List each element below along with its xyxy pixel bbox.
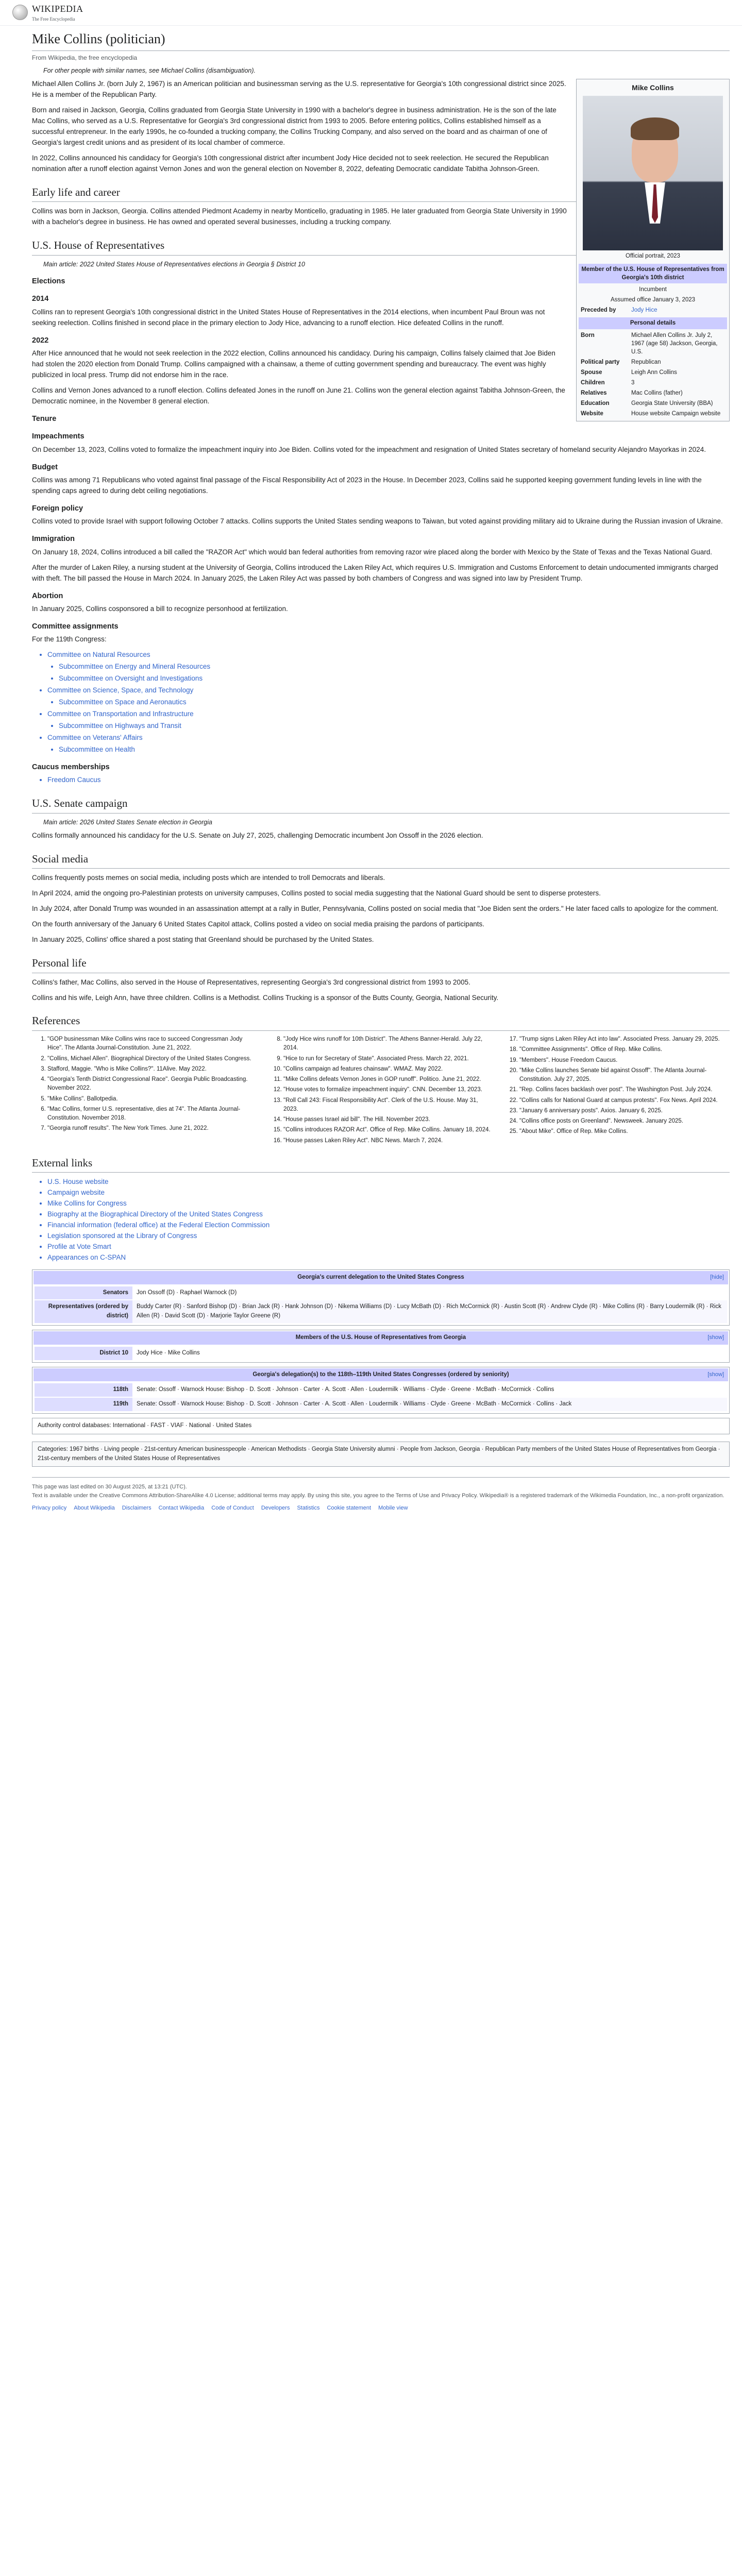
para-immig2: After the murder of Laken Riley, a nursing student at the University of Georgia, Collins introduced the Laken Riley Act, which requires U.S. Immigration and Customs Enforcement to detain undocumented immigrants charged with theft. The bill passed the House in March 2024. In January 2025, the Laken Riley Act was passed by both chambers of Congress and was signed into law by President Trump. [32,563,718,582]
infobox-row-label: Children [581,379,605,386]
navbox-toggle[interactable]: [hide] [710,1274,724,1281]
committee-item[interactable]: • Committee on Natural Resources [47,650,730,660]
category-links[interactable]: Categories: 1967 births · Living people · 21st-century American businesspeople · American Methodists · Georgia State University alumni · People from Jackson, Georgia · Republican Party members of the United States House of Representatives from Georgia · 21st-century members of the United States House of Representatives [32,1442,730,1467]
external-link[interactable]: • Appearances on C-SPAN [47,1252,730,1263]
navbox-list[interactable]: Senate: Ossoff · Warnock House: Bishop · D. Scott · Johnson · Carter · A. Scott · Allen · Loudermilk · Williams · Clyde · Greene · McBath · McCormick · Collins [132,1383,727,1397]
social-media-paragraph: In July 2024, after Donald Trump was wounded in an assassination attempt at a rally in Butler, Pennsylvania, Collins posted on social media that "Joe Biden sent the orders." He later faced calls to apologize for the comment. [32,905,718,913]
section-house: U.S. House of Representatives [32,237,730,256]
external-link[interactable]: • Profile at Vote Smart [47,1242,730,1252]
para-2014: Collins ran to represent Georgia's 10th congressional district in the United States House of Representatives in the 2014 elections, when incumbent Paul Broun was not seeking reelection. Collins finished in second place in the primary election to Jody Hice, advancing to a runoff election. Hice defeated Collins in the runoff. [32,308,545,327]
navbox-list[interactable]: Buddy Carter (R) · Sanford Bishop (D) · Brian Jack (R) · Hank Johnson (D) · Nikema Williams (D) · Lucy McBath (D) · Rich McCormick (R) · Austin Scott (R) · Andrew Clyde (R) · Mike Collins (R) · Barry Loudermilk (R) · Rick Allen (R) · David Scott (D) · Marjorie Taylor Greene (R) [132,1300,727,1323]
infobox-row-label: Website [581,411,603,417]
navbox-title-text[interactable]: Georgia's current delegation to the United States Congress [297,1274,464,1280]
infobox-row-label: Education [581,400,610,407]
from-wikipedia: From Wikipedia, the free encyclopedia [32,54,138,62]
senate-main-article[interactable]: Main article: 2026 United States Senate election in Georgia [43,818,212,826]
caucus-heading: Caucus memberships [32,762,110,771]
external-link[interactable]: • Mike Collins for Congress [47,1198,730,1209]
page-title: Mike Collins (politician) [32,29,730,51]
navbox [32,1367,730,1414]
infobox-row-label: Born [581,332,595,338]
infobox-row [579,330,727,357]
navbox-group: Representatives (ordered by district) [35,1300,132,1323]
year-2014-heading: 2014 [32,295,49,303]
para-senate: Collins formally announced his candidacy for the U.S. Senate on July 27, 2025, challenging Democratic incumbent Jon Ossoff in the 2026 election. [32,832,483,839]
reference-item[interactable]: 2. "Collins, Michael Allen". Biographical Directory of the United States Congress. [47,1055,258,1063]
reference-item[interactable]: 13. "Roll Call 243: Fiscal Responsibility Act". Clerk of the U.S. House. May 31, 2023. [283,1096,494,1114]
committee-list [47,650,730,755]
references-list [32,1035,730,1145]
office-band[interactable]: Member of the U.S. House of Representatives from Georgia's 10th district [579,264,727,283]
infobox-row-value[interactable]: Mac Collins (father) [631,390,683,397]
personal-life-paragraph: Collins and his wife, Leigh Ann, have three children. Collins is a Methodist. Collins Trucking is a sponsor of the Butts County, Georgia, National Security. [32,993,499,1002]
social-media-paragraph: On the fourth anniversary of the January 6 United States Capitol attack, Collins posted a video on social media praising the pardons of participants. [32,920,484,928]
reference-item[interactable]: 14. "House passes Israel aid bill". The Hill. November 2023. [283,1115,494,1124]
preceded-link[interactable]: Jody Hice [631,307,657,314]
preceded-row [579,305,727,315]
infobox [576,79,730,421]
reference-item[interactable]: 24. "Collins office posts on Greenland". Newsweek. January 2025. [519,1117,730,1126]
committee-item[interactable]: • Subcommittee on Health [59,744,730,755]
lead-paragraph: In 2022, Collins announced his candidacy for Georgia's 10th congressional district after incumbent Jody Hice decided not to seek reelection. He secured the Republican nomination after a runoff election against Vernon Jones and won the general election on November 8, 2022, defeating Democratic candidate Tabitha Johnson-Green. [32,154,549,173]
section-early-life: Early life and career [32,184,730,202]
reference-item[interactable]: 23. "January 6 anniversary posts". Axios. January 6, 2025. [519,1107,730,1115]
caucus-item[interactable]: • Freedom Caucus [47,775,730,786]
navbox-row [35,1383,727,1397]
footer-links [32,1504,730,1513]
external-link[interactable]: • U.S. House website [47,1177,730,1188]
infobox-row [579,378,727,388]
personal-body [32,977,730,1004]
committee-item[interactable]: • Committee on Science, Space, and Technology [47,685,730,696]
para-impeach: On December 13, 2023, Collins voted to formalize the impeachment inquiry into Joe Biden. Collins voted for the impeachment and resignation of United States secretary of homeland security Alejandro Mayorkas in 2024. [32,445,706,453]
para-2022b: Collins and Vernon Jones advanced to a runoff election. Collins defeated Jones in the runoff on June 21. Collins won the general election against Tabitha Johnson-Green, the Democratic nominee, in the November 8 general election. [32,386,565,405]
house-main-article[interactable]: Main article: 2022 United States House of Representatives elections in Georgia § District 10 [43,260,305,268]
external-link[interactable]: • Financial information (federal office) at the Federal Election Commission [47,1220,730,1231]
infobox-row-value[interactable]: Leigh Ann Collins [631,369,677,376]
reference-item[interactable]: 20. "Mike Collins launches Senate bid against Ossoff". The Atlanta Journal-Constitution. July 27, 2025. [519,1066,730,1084]
infobox-title: Mike Collins [632,83,674,92]
reference-item[interactable]: 9. "Hice to run for Secretary of State". Associated Press. March 22, 2021. [283,1055,494,1063]
para-foreign: Collins voted to provide Israel with support following October 7 attacks. Collins supports the United States sending weapons to Taiwan, but voted against providing military aid to Ukraine during the Russian invasion of Ukraine. [32,517,723,526]
reference-item[interactable]: 22. "Collins calls for National Guard at campus protests". Fox News. April 2024. [519,1096,730,1105]
globe-icon [12,5,28,20]
committee-heading: Committee assignments [32,622,119,631]
caucus-list [47,775,730,786]
top-header [0,0,742,26]
external-link[interactable]: • Legislation sponsored at the Library of Congress [47,1231,730,1242]
section-references: References [32,1012,730,1031]
footer [32,1477,730,1512]
foreign-heading: Foreign policy [32,504,83,513]
personal-band: Personal details [579,317,727,329]
impeachments-heading: Impeachments [32,432,85,441]
footer-link[interactable]: Mobile view [378,1504,408,1511]
infobox-row [579,367,727,378]
navbox-title [33,1331,728,1345]
reference-item[interactable]: 4. "Georgia's Tenth District Congressional Race". Georgia Public Broadcasting. November 2022. [47,1075,258,1093]
portrait-hair [631,117,679,140]
elections-heading: Elections [32,277,65,285]
navbox-rows [33,1345,728,1361]
navbox-toggle[interactable]: [show] [707,1334,724,1341]
navbox-group: District 10 [35,1347,132,1360]
para-2022a: After Hice announced that he would not seek reelection in the 2022 election, Collins announced his candidacy. During his campaign, Collins falsely claimed that Joe Biden had stolen the 2020 election from Donald Trump. Collins campaigned with a chainsaw, a theme of cutting government spending and bureaucracy. The event was highly publicized in local press. Trump did not endorse him in the race. [32,349,555,379]
section-personal: Personal life [32,955,730,973]
reference-item[interactable]: 6. "Mac Collins, former U.S. representative, dies at 74". The Atlanta Journal-Constitution. November 2018. [47,1105,258,1123]
last-modified: This page was last edited on 30 August 2025, at 13:21 (UTC). [32,1484,187,1490]
social-body [32,873,730,945]
reference-item[interactable]: 19. "Members". House Freedom Caucus. [519,1056,730,1065]
reference-item[interactable]: 21. "Rep. Collins faces backlash over post". The Washington Post. July 2024. [519,1086,730,1094]
navbox-rows [33,1284,728,1324]
abortion-heading: Abortion [32,591,63,600]
reference-item[interactable]: 16. "House passes Laken Riley Act". NBC News. March 7, 2024. [283,1137,494,1145]
navbox-rows [33,1381,728,1412]
infobox-row-label: Relatives [581,390,607,397]
committee-intro: For the 119th Congress: [32,635,107,643]
infobox-row [579,409,727,419]
infobox-row-value[interactable]: Georgia State University (BBA) [631,400,713,407]
year-2022-heading: 2022 [32,336,49,345]
reference-item[interactable]: 18. "Committee Assignments". Office of Rep. Mike Collins. [519,1045,730,1054]
footer-link[interactable]: Privacy policy [32,1504,67,1511]
assumed-office: Assumed office January 3, 2023 [610,297,696,303]
authority-control-text[interactable]: Authority control databases: International · FAST · VIAF · National · United States [33,1419,728,1433]
infobox-row-label: Political party [581,359,620,365]
section-social: Social media [32,851,730,869]
committee-item[interactable]: • Subcommittee on Oversight and Investigations [59,673,730,684]
navbox-row [35,1300,727,1323]
committee-item[interactable]: • Subcommittee on Space and Aeronautics [59,697,730,708]
social-media-paragraph: In April 2024, amid the ongoing pro-Palestinian protests on university campuses, Collins posted to social media suggesting that the National Guard should be sent to disperse protesters. [32,889,601,897]
reference-item[interactable]: 17. "Trump signs Laken Riley Act into law". Associated Press. January 29, 2025. [519,1035,730,1044]
footer-link[interactable]: Developers [261,1504,290,1511]
committee-item[interactable]: • Subcommittee on Energy and Mineral Resources [59,662,730,672]
navbox-list[interactable]: Jon Ossoff (D) · Raphael Warnock (D) [132,1286,727,1300]
lead-paragraph: Born and raised in Jackson, Georgia, Collins graduated from Georgia State University in 1990 with a bachelor's degree in business administration. He is the son of the late Mac Collins, who served as a U.S. Representative for Georgia's 3rd congressional district from 1993 to 2005. Before entering politics, Collins established himself as a successful entrepreneur. In the early 1990s, he co-founded a trucking company, the Collins Trucking Company, and also served on the board and as chairman of one of Georgia's largest credit unions and as president of its local chamber of commerce. [32,106,556,146]
navbox-group: 119th [35,1398,132,1411]
social-media-paragraph: In January 2025, Collins' office shared a post stating that Greenland should be purchased by the United States. [32,936,374,944]
infobox-rows [579,330,727,419]
reference-item[interactable]: 12. "House votes to formalize impeachment inquiry". CNN. December 13, 2023. [283,1086,494,1094]
reference-item[interactable]: 7. "Georgia runoff results". The New York Times. June 21, 2022. [47,1124,258,1133]
social-media-paragraph: Collins frequently posts memes on social media, including posts which are intended to troll Democrats and liberals. [32,874,385,882]
footer-link[interactable]: Disclaimers [122,1504,151,1511]
infobox-row [579,388,727,398]
lead-paragraph: Michael Allen Collins Jr. (born July 2, 1967) is an American politician and businessman serving as the U.S. representative for Georgia's 10th congressional district since 2025. He is a member of the Republican Party. [32,80,566,99]
authority-control [32,1418,730,1434]
footer-link[interactable]: Cookie statement [327,1504,372,1511]
navbox-group: 118th [35,1383,132,1397]
navbox-title-text[interactable]: Members of the U.S. House of Representatives from Georgia [295,1334,466,1341]
committee-item[interactable]: • Committee on Transportation and Infrastructure [47,709,730,720]
external-link[interactable]: • Biography at the Biographical Directory of the United States Congress [47,1209,730,1220]
budget-heading: Budget [32,463,58,471]
infobox-row-value[interactable]: House website Campaign website [631,411,721,417]
navbox-toggle[interactable]: [show] [707,1371,724,1378]
external-links-list [47,1177,730,1263]
infobox-row-label: Spouse [581,369,602,376]
reference-item[interactable]: 5. "Mike Collins". Ballotpedia. [47,1095,258,1104]
site-tagline: The Free Encyclopedia [32,16,75,22]
navbox-group: Senators [35,1286,132,1300]
committee-item[interactable]: • Subcommittee on Highways and Transit [59,721,730,732]
tenure-heading: Tenure [32,414,57,423]
navbox-list[interactable]: Senate: Ossoff · Warnock House: Bishop · D. Scott · Johnson · Carter · A. Scott · Allen · Loudermilk · Williams · Clyde · Greene · McBath · McCormick · Collins · Jack [132,1398,727,1411]
navbox-row [35,1347,727,1360]
reference-item[interactable]: 10. "Collins campaign ad features chainsaw". WMAZ. May 2022. [283,1065,494,1074]
external-link[interactable]: • Campaign website [47,1188,730,1198]
preceded-label: Preceded by [581,307,616,314]
infobox-row [579,398,727,409]
hatnote[interactable]: For other people with similar names, see Michael Collins (disambiguation). [43,66,256,74]
infobox-row-value[interactable]: Michael Allen Collins Jr. July 2, 1967 (age 58) Jackson, Georgia, U.S. [631,332,718,355]
para-budget: Collins was among 71 Republicans who voted against final passage of the Fiscal Responsibility Act of 2023 in the House. In December 2023, Collins said he supported keeping government funding levels in line with the spending caps agreed to during debt ceiling negotiations. [32,476,702,495]
wikipedia-logo[interactable] [12,2,83,24]
infobox-row [579,357,727,367]
reference-item[interactable]: 25. "About Mike". Office of Rep. Mike Collins. [519,1127,730,1136]
license-text: Text is available under the Creative Commons Attribution-ShareAlike 4.0 License; additional terms may apply. By using this site, you agree to the Terms of Use and Privacy Policy. Wikipedia® is a registered trademark of the Wikimedia Foundation, Inc., a non-profit organization. [32,1493,724,1499]
reference-item[interactable]: 15. "Collins introduces RAZOR Act". Office of Rep. Mike Collins. January 18, 2024. [283,1126,494,1134]
footer-link[interactable]: Code of Conduct [211,1504,254,1511]
reference-item[interactable]: 1. "GOP businessman Mike Collins wins race to succeed Congressman Jody Hice". The Atlanta Journal-Constitution. June 21, 2022. [47,1035,258,1053]
reference-item[interactable]: 11. "Mike Collins defeats Vernon Jones in GOP runoff". Politico. June 21, 2022. [283,1075,494,1084]
incumbent-label: Incumbent [639,286,667,293]
para-immig: On January 18, 2024, Collins introduced a bill called the "RAZOR Act" which would ban federal authorities from removing razor wire placed along the border with Mexico by the State of Texas and the Texas National Guard. [32,548,713,556]
para-abortion: In January 2025, Collins cosponsored a bill to recognize personhood at fertilization. [32,605,288,613]
immigration-heading: Immigration [32,535,75,544]
site-name: WIKIPEDIA [32,3,83,14]
early-life-paragraph: Collins was born in Jackson, Georgia. Collins attended Piedmont Academy in nearby Monticello, graduating in 1985. He later graduated from Georgia State University in 1990 with a bachelor's degree in business. He has owned and operated several businesses, including a trucking company. [32,207,567,226]
reference-item[interactable]: 3. Stafford, Maggie. "Who is Mike Collins?". 11Alive. May 2022. [47,1065,258,1074]
portrait-caption: Official portrait, 2023 [626,252,680,259]
personal-life-paragraph: Collins's father, Mac Collins, also served in the House of Representatives, representing Georgia's 3rd congressional district from 1993 to 2005. [32,978,470,986]
navbox-row [35,1398,727,1411]
navbox-title [33,1368,728,1382]
infobox-row-value[interactable]: 3 [631,379,635,386]
navbox-row [35,1286,727,1300]
section-senate: U.S. Senate campaign [32,795,730,814]
footer-link[interactable]: About Wikipedia [74,1504,115,1511]
navbox-title-text[interactable]: Georgia's delegation(s) to the 118th–119th United States Congresses (ordered by seniority) [252,1371,509,1378]
navbox [32,1330,730,1363]
footer-link[interactable]: Statistics [297,1504,320,1511]
navbox [32,1269,730,1326]
article-page [0,26,742,1523]
navbox-title [33,1271,728,1284]
navboxes [32,1269,730,1414]
committee-item[interactable]: • Committee on Veterans' Affairs [47,733,730,743]
official-portrait[interactable] [583,96,723,250]
navbox-list[interactable]: Jody Hice · Mike Collins [132,1347,727,1360]
section-external: External links [32,1155,730,1173]
footer-link[interactable]: Contact Wikipedia [158,1504,205,1511]
reference-item[interactable]: 8. "Jody Hice wins runoff for 10th District". The Athens Banner-Herald. July 22, 2014. [283,1035,494,1053]
infobox-row-value[interactable]: Republican [631,359,661,365]
